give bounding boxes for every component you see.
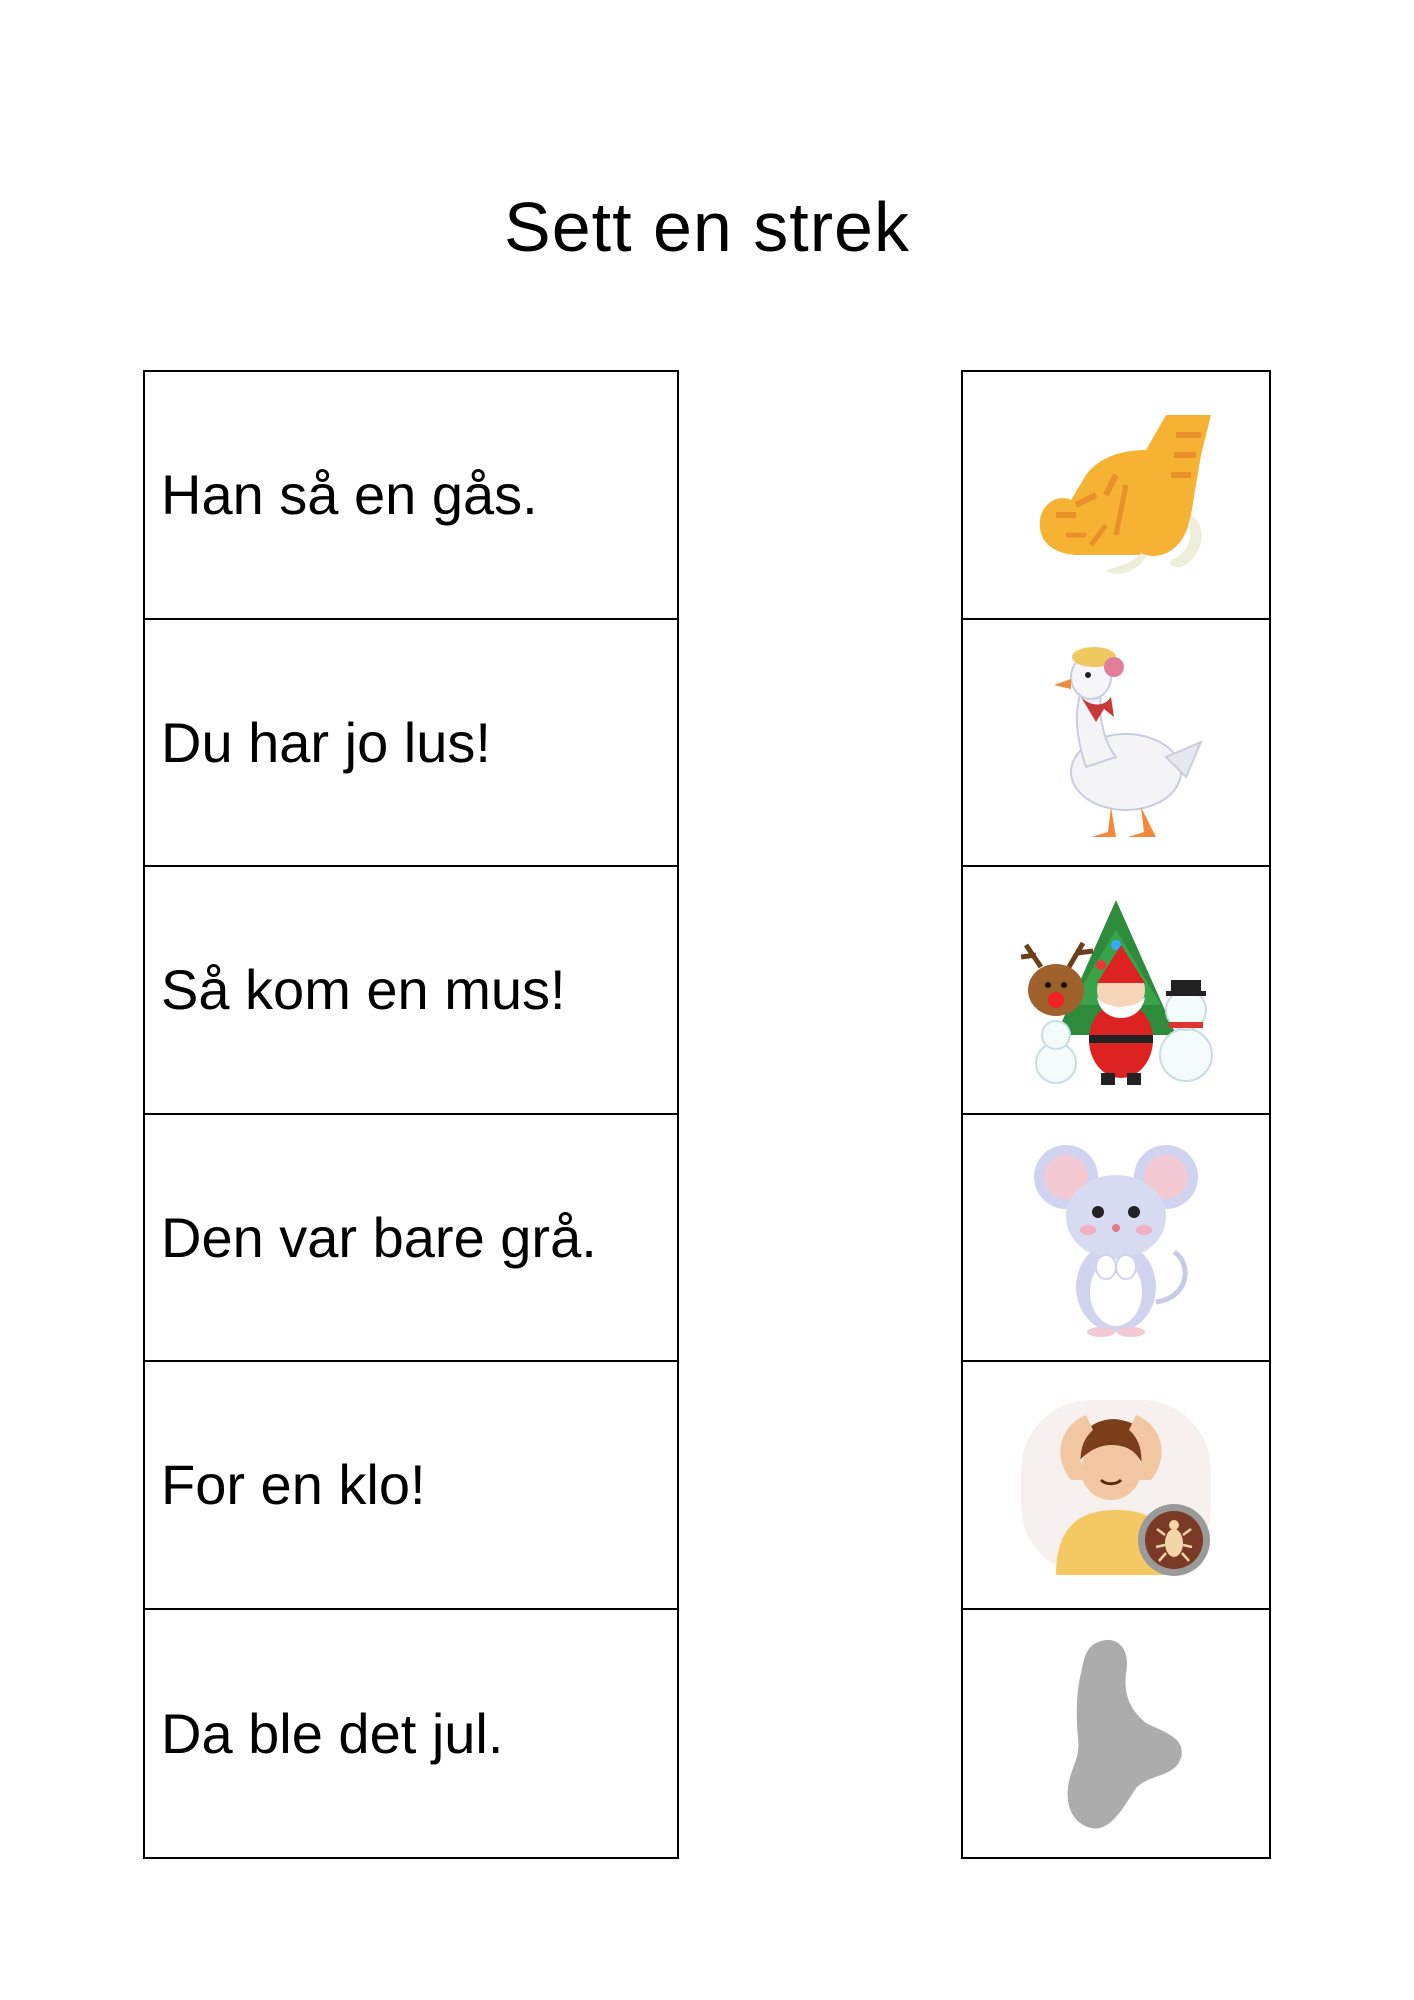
mouse-icon xyxy=(1016,1132,1216,1342)
picture-cell-claw xyxy=(963,372,1269,620)
sentence-column xyxy=(143,370,679,1859)
grey-blob-icon xyxy=(1036,1628,1196,1838)
picture-cell-christmas xyxy=(963,867,1269,1115)
sentence-cell: Da ble det jul. xyxy=(161,1701,504,1765)
sentence-cell: Han så en gås. xyxy=(145,372,677,620)
sentence-cell: Så kom en mus! xyxy=(145,867,677,1115)
christmas-icon xyxy=(1001,885,1231,1095)
picture-cell-grey-blob xyxy=(963,1610,1269,1858)
picture-column xyxy=(961,370,1271,1859)
picture-cell-lice xyxy=(963,1362,1269,1610)
goose-icon xyxy=(1016,637,1216,847)
lice-icon xyxy=(1011,1385,1221,1585)
sentence-cell: Den var bare grå. xyxy=(145,1115,677,1363)
picture-cell-mouse xyxy=(963,1115,1269,1363)
claw-icon xyxy=(1016,395,1216,595)
page-title: Sett en strek xyxy=(504,188,910,266)
sentence-cell: Du har jo lus! xyxy=(145,620,677,868)
sentence-cell: For en klo! xyxy=(145,1362,677,1610)
picture-cell-goose xyxy=(963,620,1269,868)
